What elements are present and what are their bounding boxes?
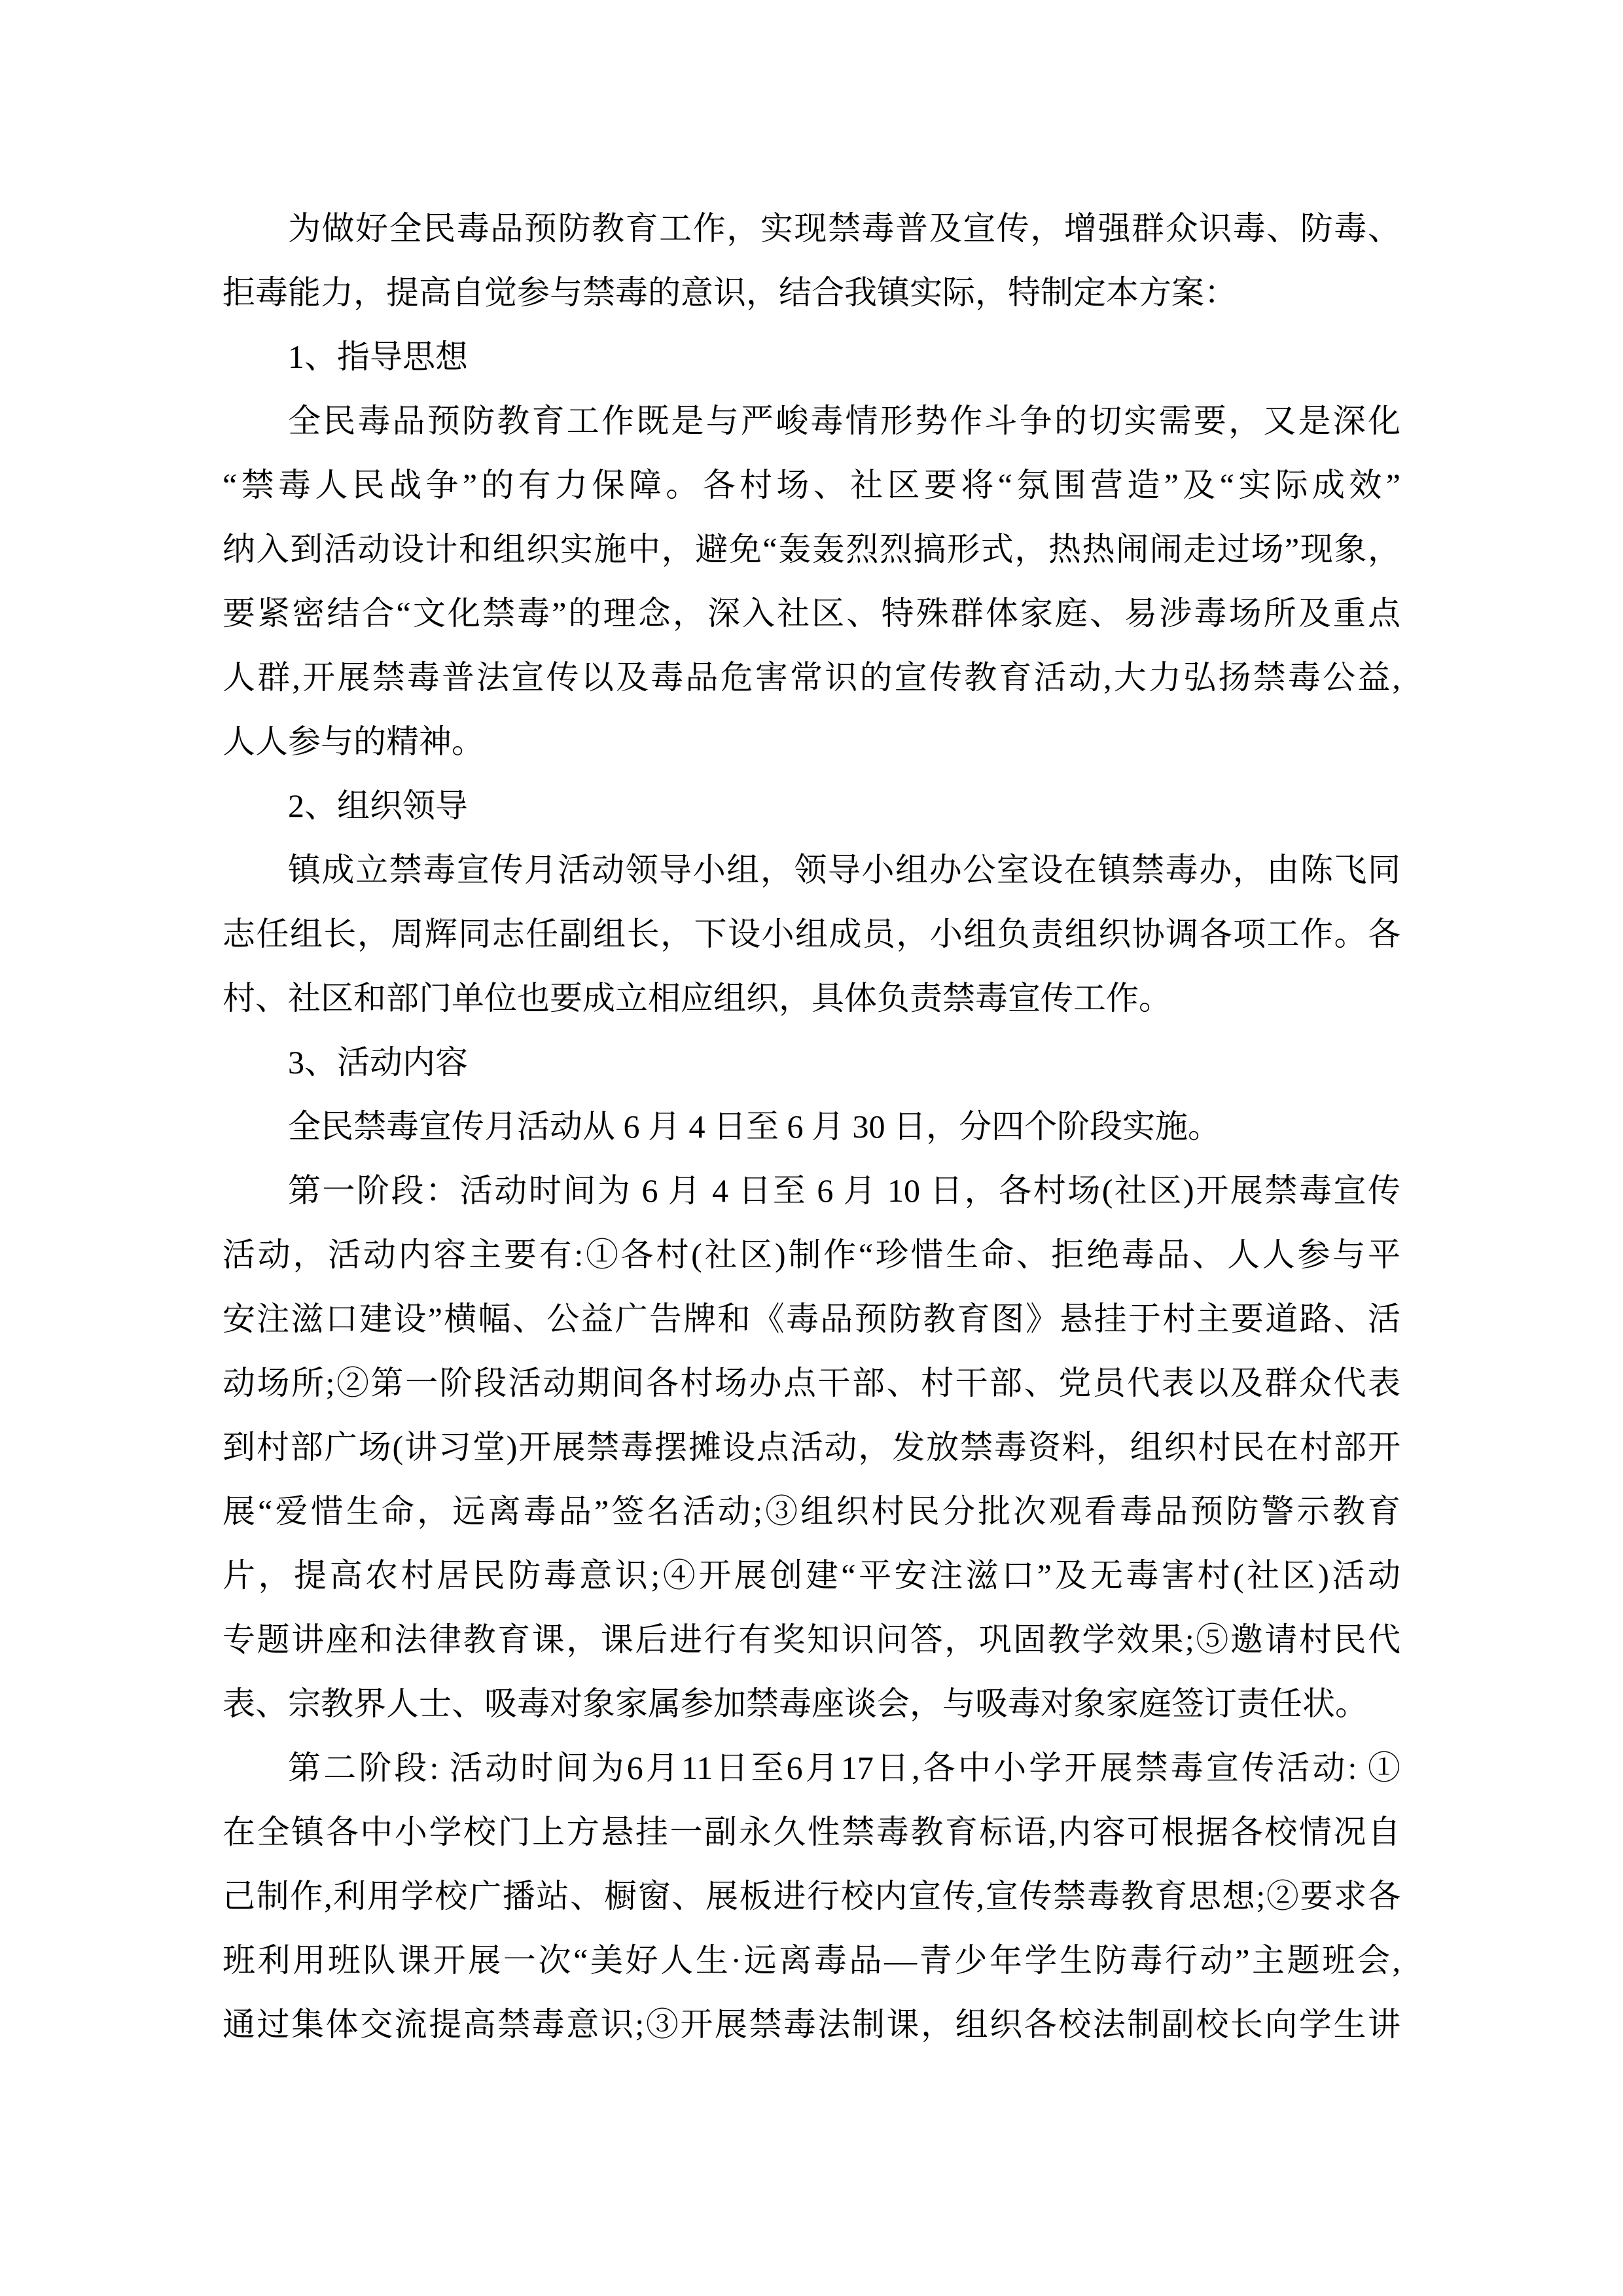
- text-line: 全民毒品预防教育工作既是与严峻毒情形势作斗争的切实需要，又是深化: [288, 403, 1400, 439]
- text-line: 片，提高农村居民防毒意识;④开展创建“平安注滋口”及无毒害村(社区)活动: [223, 1557, 1400, 1594]
- text-line: 动场所;②第一阶段活动期间各村场办点干部、村干部、党员代表以及群众代表: [223, 1365, 1400, 1401]
- text-line: 专题讲座和法律教育课，课后进行有奖知识问答，巩固教学效果;⑤邀请村民代: [223, 1621, 1400, 1658]
- text-line: 纳入到活动设计和组织实施中，避免“轰轰烈烈搞形式，热热闹闹走过场”现象，: [223, 531, 1400, 567]
- paragraph-activity-overview: [223, 1094, 1400, 1158]
- text-line: 为做好全民毒品预防教育工作，实现禁毒普及宣传，增强群众识毒、防毒、: [288, 210, 1400, 247]
- text-line: 村、社区和部门单位也要成立相应组织，具体负责禁毒宣传工作。: [223, 980, 1171, 1016]
- paragraph-intro: [223, 196, 1400, 325]
- text-line: 第一阶段：活动时间为 6 月 4 日至 6 月 10 日，各村场(社区)开展禁毒宣传: [288, 1172, 1400, 1209]
- text-line: 班利用班队课开展一次“美好人生·远离毒品—青少年学生防毒行动”主题班会,: [223, 1942, 1400, 1979]
- text-line: 拒毒能力，提高自觉参与禁毒的意识，结合我镇实际，特制定本方案：: [223, 274, 1237, 311]
- text-line: 人群,开展禁毒普法宣传以及毒品危害常识的宣传教育活动,大力弘扬禁毒公益,: [223, 659, 1400, 696]
- text-line: 通过集体交流提高禁毒意识;③开展禁毒法制课，组织各校法制副校长向学生讲: [223, 2006, 1400, 2043]
- text-line: 到村部广场(讲习堂)开展禁毒摆摊设点活动，发放禁毒资料，组织村民在村部开: [223, 1429, 1400, 1465]
- text-line: 表、宗教界人士、吸毒对象家属参加禁毒座谈会，与吸毒对象家庭签订责任状。: [223, 1685, 1368, 1722]
- text-line: 在全镇各中小学校门上方悬挂一副永久性禁毒教育标语,内容可根据各校情况自: [223, 1814, 1400, 1850]
- document-text-block: [223, 196, 1400, 2056]
- text-line: 安注滋口建设”横幅、公益广告牌和《毒品预防教育图》悬挂于村主要道路、活: [223, 1300, 1400, 1337]
- heading-activity-content: [223, 1030, 1400, 1094]
- text-line: 镇成立禁毒宣传月活动领导小组，领导小组办公室设在镇禁毒办，由陈飞同: [288, 852, 1400, 888]
- text-line: 展“爱惜生命，远离毒品”签名活动;③组织村民分批次观看毒品预防警示教育: [223, 1493, 1400, 1530]
- paragraph-organization: [223, 838, 1400, 1030]
- heading-line: 2、组织领导: [288, 787, 468, 824]
- heading-organization: [223, 774, 1400, 838]
- text-line: 第二阶段: 活动时间为6月11日至6月17日,各中小学开展禁毒宣传活动: ①: [288, 1749, 1400, 1786]
- paragraph-stage-1: [223, 1158, 1400, 1736]
- heading-line: 3、活动内容: [288, 1044, 468, 1081]
- text-line: 人人参与的精神。: [223, 723, 484, 760]
- heading-line: 1、指导思想: [288, 338, 468, 375]
- paragraph-stage-2: [223, 1736, 1400, 2056]
- text-line: 己制作,利用学校广播站、橱窗、展板进行校内宣传,宣传禁毒教育思想;②要求各: [223, 1878, 1400, 1914]
- text-line: 要紧密结合“文化禁毒”的理念，深入社区、特殊群体家庭、易涉毒场所及重点: [223, 595, 1400, 632]
- heading-guiding-ideology: [223, 325, 1400, 389]
- text-line: “禁毒人民战争”的有力保障。各村场、社区要将“氛围营造”及“实际成效”: [223, 467, 1400, 503]
- paragraph-guiding-ideology: [223, 389, 1400, 774]
- text-line: 活动，活动内容主要有:①各村(社区)制作“珍惜生命、拒绝毒品、人人参与平: [223, 1236, 1400, 1273]
- text-line: 志任组长，周辉同志任副组长，下设小组成员，小组负责组织协调各项工作。各: [223, 916, 1400, 952]
- text-line: 全民禁毒宣传月活动从 6 月 4 日至 6 月 30 日，分四个阶段实施。: [288, 1108, 1221, 1145]
